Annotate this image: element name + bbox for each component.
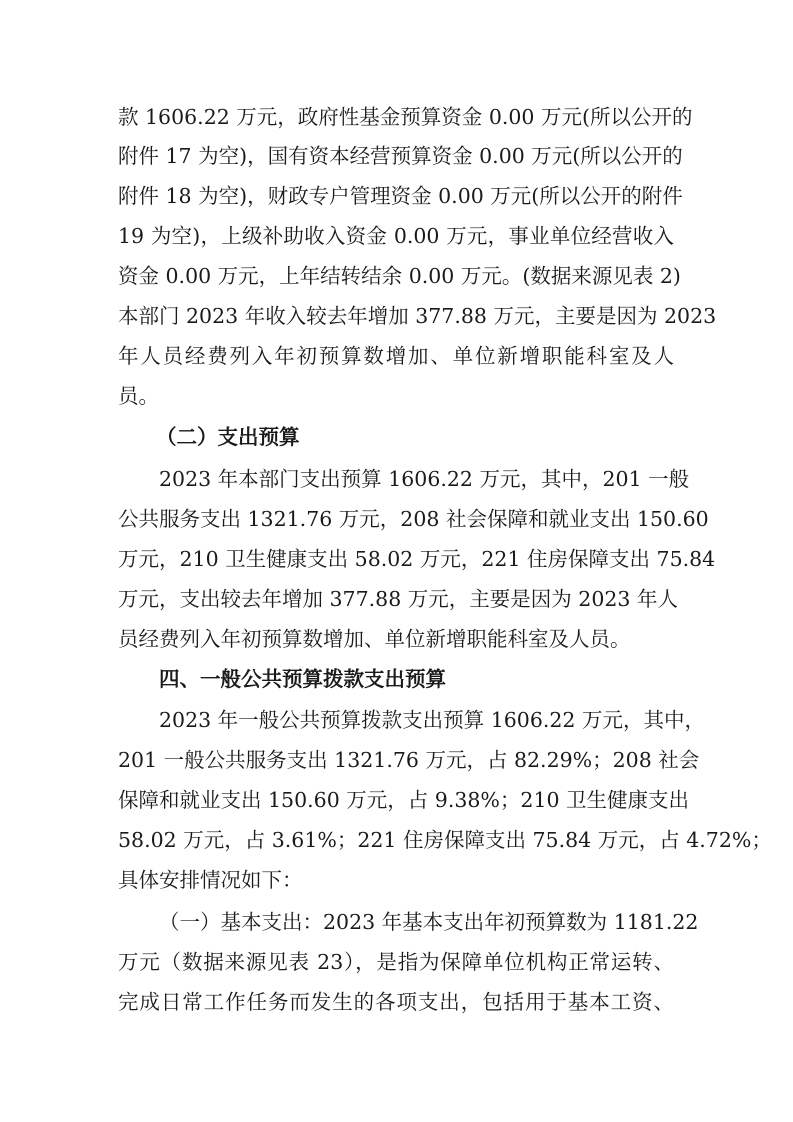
body-text-line: 年人员经费列入年初预算数增加、单位新增职能科室及人 (118, 344, 674, 368)
body-text-line: 保障和就业支出 150.60 万元，占 9.38%；210 卫生健康支出 (118, 788, 690, 812)
body-text-line: 公共服务支出 1321.76 万元，208 社会保障和就业支出 150.60 (118, 507, 709, 531)
body-text-line: 19 为空)，上级补助收入资金 0.00 万元，事业单位经营收入 (118, 224, 674, 248)
body-text-line: 2023 年一般公共预算拨款支出预算 1606.22 万元，其中， (159, 708, 705, 732)
body-text-line: 附件 18 为空)，财政专户管理资金 0.00 万元(所以公开的附件 (118, 184, 683, 208)
body-text-line: 资金 0.00 万元，上年结转结余 0.00 万元。(数据来源见表 2) (118, 264, 681, 288)
body-text-line: 款 1606.22 万元，政府性基金预算资金 0.00 万元(所以公开的 (118, 105, 693, 129)
body-text-line: 201 一般公共服务支出 1321.76 万元，占 82.29%；208 社会 (118, 748, 700, 772)
section-heading-expenditure-budget: （二）支出预算 (156, 425, 300, 449)
body-text-line: 具体安排情况如下： (118, 868, 303, 892)
section-heading-general-public-budget: 四、一般公共预算拨款支出预算 (159, 667, 446, 691)
body-text-line: 万元（数据来源见表 23），是指为保障单位机构正常运转、 (118, 950, 674, 974)
body-text-line: 员经费列入年初预算数增加、单位新增职能科室及人员。 (118, 627, 631, 651)
body-text-line: 万元，210 卫生健康支出 58.02 万元，221 住房保障支出 75.84 (118, 547, 716, 571)
body-text-line: （一）基本支出：2023 年基本支出年初预算数为 1181.22 (159, 910, 699, 934)
body-text-line: 附件 17 为空)，国有资本经营预算资金 0.00 万元(所以公开的 (118, 144, 683, 168)
body-text-line: 完成日常工作任务而发生的各项支出，包括用于基本工资、 (118, 990, 674, 1014)
body-text-line: 2023 年本部门支出预算 1606.22 万元，其中，201 一般 (159, 467, 690, 491)
body-text-line: 58.02 万元，占 3.61%；221 住房保障支出 75.84 万元，占 4.72%； (118, 828, 772, 852)
body-text-line: 万元，支出较去年增加 377.88 万元，主要是因为 2023 年人 (118, 587, 678, 611)
body-text-line: 本部门 2023 年收入较去年增加 377.88 万元，主要是因为 2023 (118, 304, 717, 328)
body-text-line: 员。 (118, 384, 159, 408)
